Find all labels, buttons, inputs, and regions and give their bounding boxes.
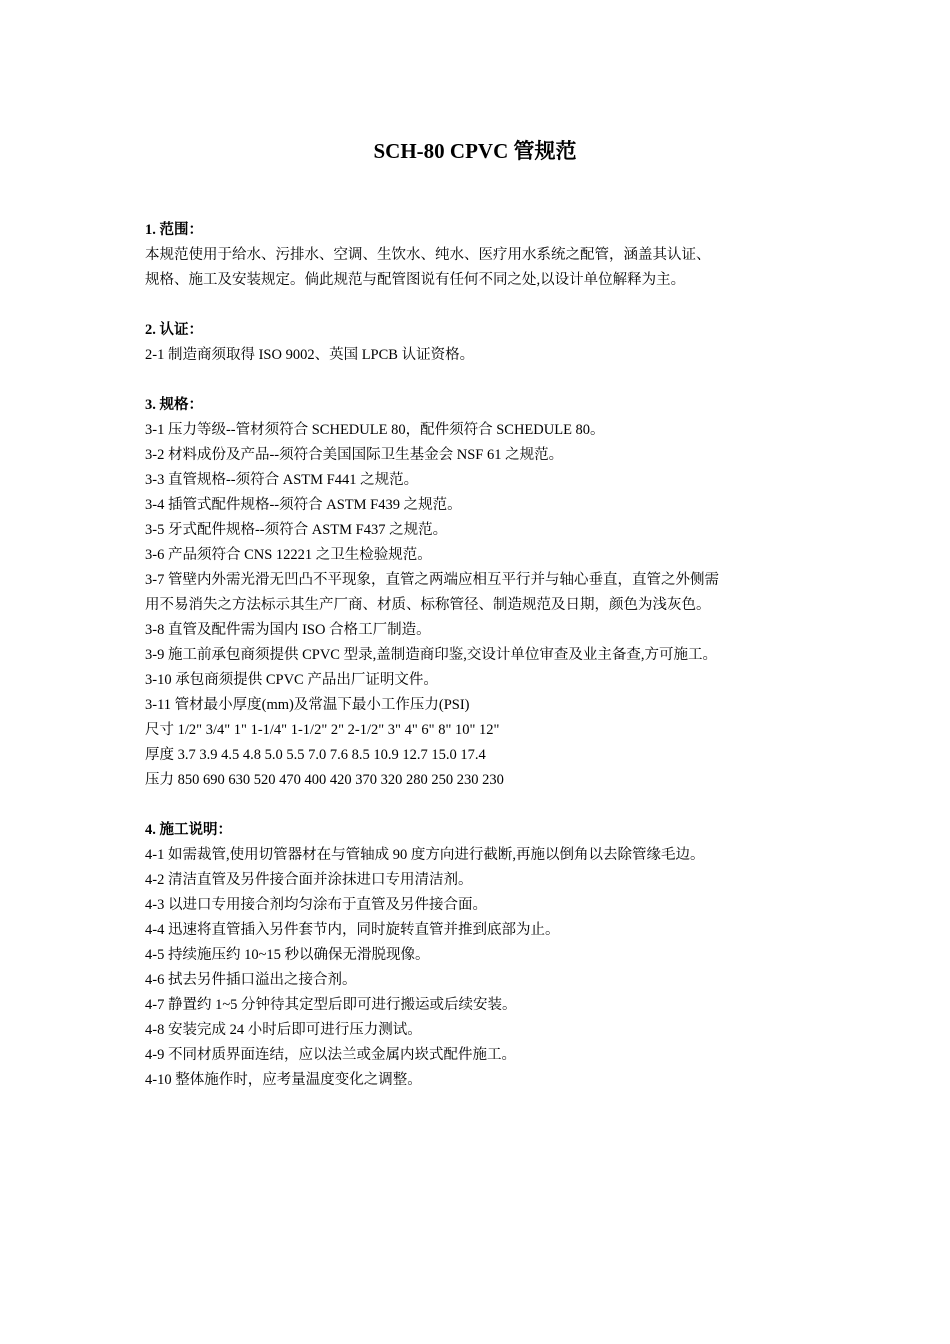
document-title: SCH-80 CPVC 管规范 [373,139,577,163]
paragraph-line: 4-6 拭去另件插口溢出之接合剂。 [145,972,357,988]
paragraph-line: 4-8 安装完成 24 小时后即可进行压力测试。 [145,1022,422,1038]
pressure-row: 压力 850 690 630 520 470 400 420 370 320 280 250 230 230 [145,772,504,788]
paragraph-line: 2-1 制造商须取得 ISO 9002、英国 LPCB 认证资格。 [145,347,475,363]
size-row: 尺寸 1/2" 3/4" 1" 1-1/4" 1-1/2" 2" 2-1/2" 3" 4" 6" 8" 10" 12" [145,722,500,738]
paragraph-line: 本规范使用于给水、污排水、空调、生饮水、纯水、医疗用水系统之配管，涵盖其认证、 [145,247,711,263]
thickness-row: 厚度 3.7 3.9 4.5 4.8 5.0 5.5 7.0 7.6 8.5 10.9 12.7 15.0 17.4 [145,747,486,763]
paragraph-line: 3-8 直管及配件需为国内 ISO 合格工厂制造。 [145,622,431,638]
paragraph-line: 3-11 管材最小厚度(mm)及常温下最小工作压力(PSI) [145,697,470,713]
section-construction [145,818,795,1093]
paragraph-line: 3-5 牙式配件规格--须符合 ASTM F437 之规范。 [145,522,448,538]
paragraph-line: 4-2 清洁直管及另件接合面并涂抹进口专用清洁剂。 [145,872,473,888]
section-scope [145,218,795,293]
document-body [145,218,795,1118]
paragraph-line: 4-3 以进口专用接合剂均匀涂布于直管及另件接合面。 [145,897,487,913]
section-heading: 1. 范围： [145,222,203,238]
paragraph-line: 4-7 静置约 1~5 分钟待其定型后即可进行搬运或后续安装。 [145,997,517,1013]
paragraph-line: 用不易消失之方法标示其生产厂商、材质、标称管径、制造规范及日期，颜色为浅灰色。 [145,597,711,613]
section-heading: 4. 施工说明： [145,822,232,838]
paragraph-line: 3-9 施工前承包商须提供 CPVC 型录,盖制造商印鉴,交设计单位审查及业主备查,方可施工。 [145,647,717,663]
paragraph-line: 4-5 持续施压约 10~15 秒以确保无滑脱现像。 [145,947,430,963]
paragraph-line: 规格、施工及安装规定。倘此规范与配管图说有任何不同之处,以设计单位解释为主。 [145,272,686,288]
paragraph-line: 3-2 材料成份及产品--须符合美国国际卫生基金会 NSF 61 之规范。 [145,447,564,463]
section-heading: 3. 规格： [145,397,203,413]
paragraph-line: 3-6 产品须符合 CNS 12221 之卫生检验规范。 [145,547,432,563]
section-certification [145,318,795,368]
paragraph-line: 4-9 不同材质界面连结，应以法兰或金属内崁式配件施工。 [145,1047,516,1063]
paragraph-line: 4-10 整体施作时，应考量温度变化之调整。 [145,1072,422,1088]
paragraph-line: 3-7 管壁内外需光滑无凹凸不平现象，直管之两端应相互平行并与轴心垂直，直管之外侧需 [145,572,719,588]
paragraph-line: 3-4 插管式配件规格--须符合 ASTM F439 之规范。 [145,497,462,513]
section-heading: 2. 认证： [145,322,203,338]
paragraph-line: 3-3 直管规格--须符合 ASTM F441 之规范。 [145,472,419,488]
paragraph-line: 4-1 如需裁管,使用切管器材在与管轴成 90 度方向进行截断,再施以倒角以去除管缘毛边。 [145,847,705,863]
paragraph-line: 3-1 压力等级--管材须符合 SCHEDULE 80，配件须符合 SCHEDULE 80。 [145,422,605,438]
paragraph-line: 3-10 承包商须提供 CPVC 产品出厂证明文件。 [145,672,438,688]
section-specification [145,393,795,793]
paragraph-line: 4-4 迅速将直管插入另件套节内，同时旋转直管并推到底部为止。 [145,922,560,938]
